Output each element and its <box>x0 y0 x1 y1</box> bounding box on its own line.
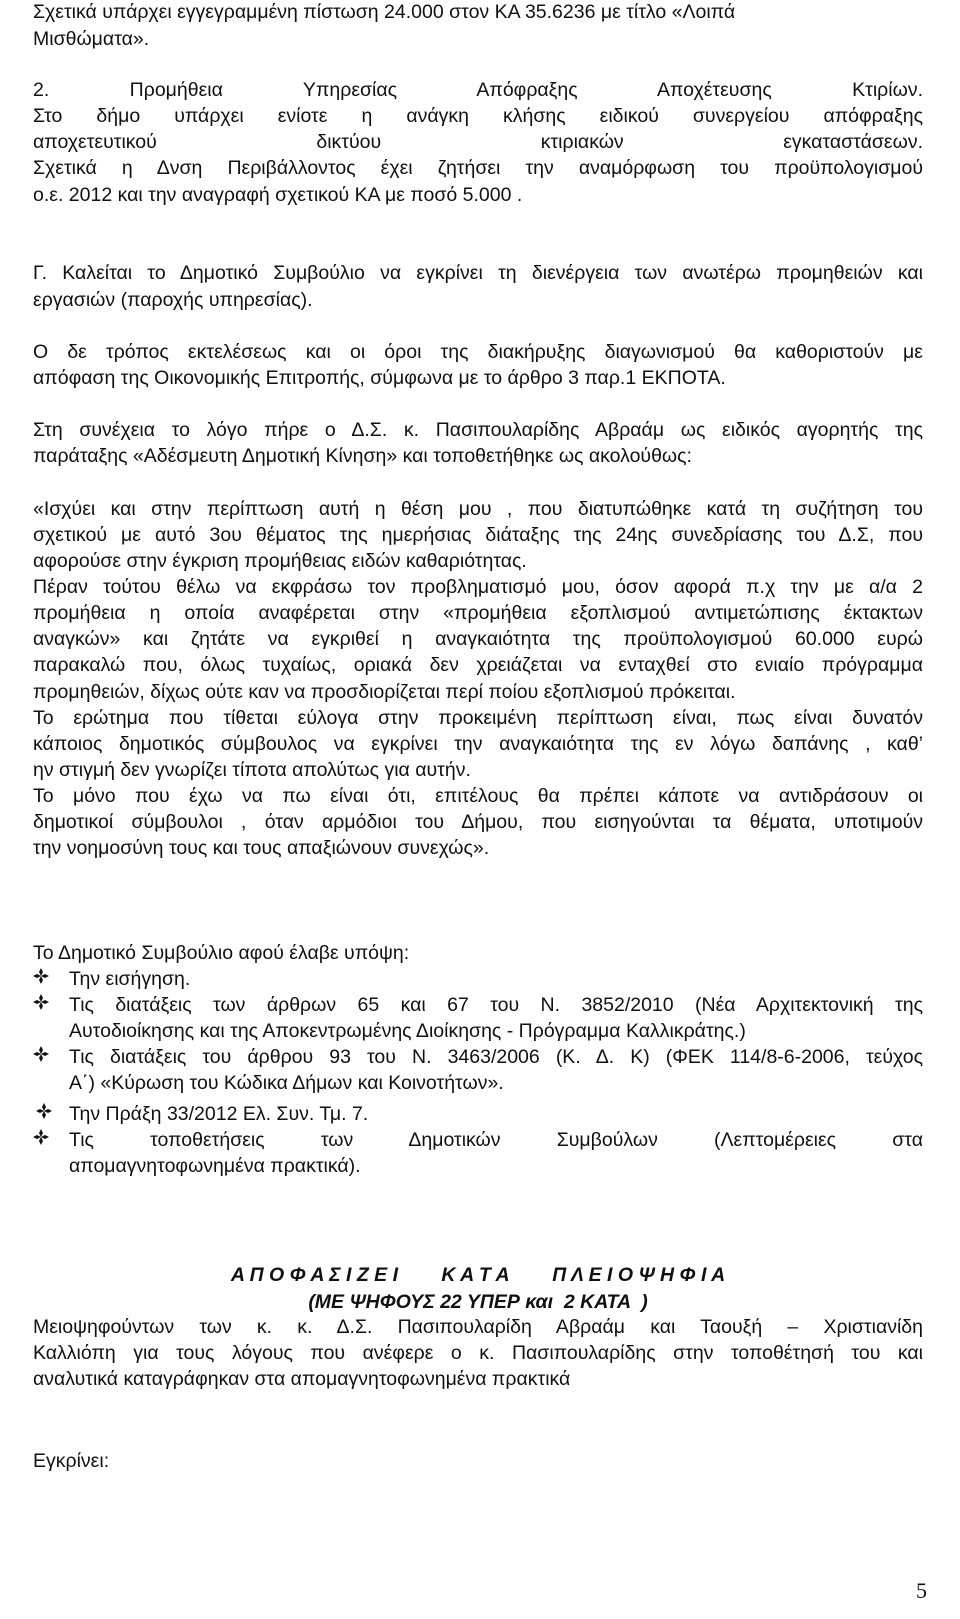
para-2-line-3: αποχετευτικού δικτύου κτιριακών εγκαταστάσεων. <box>33 131 923 153</box>
list-item <box>33 1128 923 1180</box>
vote-count: (ΜΕ ΨΗΦΟΥΣ 22 ΥΠΕΡ και 2 ΚΑΤΑ ) <box>308 1291 648 1313</box>
quote-line-13: δημοτικοί σύμβουλοι , όταν αρμόδιοι του Δήμου, που εισηγούνται τα θέματα, υποτιμούν <box>33 811 923 833</box>
minority-line-3: αναλυτικά καταγράφηκαν στα απομαγνητοφωνημένα πρακτικά <box>33 1368 571 1390</box>
diamond-bullet-icon <box>33 968 49 984</box>
list-item <box>33 967 923 993</box>
para-3-line-1: Γ. Καλείται το Δημοτικό Συμβούλιο να εγκρίνει τη διενέργεια των ανωτέρω προμηθειών και <box>33 262 923 284</box>
quote-line-6: αναγκών» και ζητάτε να εγκριθεί η αναγκαιότητα της προϋπολογισμού 60.000 ευρώ <box>33 628 923 650</box>
list-item <box>33 993 923 1045</box>
quote-line-5: προμήθεια η οποία αναφέρεται στην «προμήθεια εξοπλισμού αντιμετώπισης έκτακτων <box>33 602 923 624</box>
quote-line-10: κάποιος δημοτικός σύμβουλος να εγκρίνει την αναγκαιότητα της εν λόγω δαπάνης , καθ’ <box>33 733 923 755</box>
list-item-text-cont: Α΄) «Κύρωση του Κώδικα Δήμων και Κοινοτήτων». <box>69 1072 504 1094</box>
para-1-line-1: Σχετικά υπάρχει εγγεγραμμένη πίστωση 24.000 στον ΚΑ 35.6236 με τίτλο «Λοιπά <box>33 1 736 23</box>
quote-line-8: προμηθειών, δίχως ούτε καν να προσδιορίζεται περί ποίου εξοπλισμού πρόκειται. <box>33 681 736 703</box>
para-2-line-2: Στο δήμο υπάρχει ενίοτε η ανάγκη κλήσης ειδικού συνεργείου απόφραξης <box>33 105 923 127</box>
para-2-line-5: ο.ε. 2012 και την αναγραφή σχετικού ΚΑ με ποσό 5.000 . <box>33 184 523 206</box>
para-4-line-1: Ο δε τρόπος εκτελέσεως και οι όροι της διακήρυξης διαγωνισμού θα καθοριστούν με <box>33 341 923 363</box>
list-item <box>33 1045 923 1097</box>
decision-heading: Α Π Ο Φ Α Σ Ι Ζ Ε Ι Κ Α Τ Α Π Λ Ε Ι Ο Ψ Η Φ Ι Α <box>230 1264 726 1286</box>
page-number: 5 <box>916 1578 927 1603</box>
quote-line-2: σχετικού με αυτό 3ου θέματος της ημερήσιας διάταξης της 24ης συνεδρίασης του Δ.Σ, που <box>33 524 923 546</box>
diamond-bullet-icon <box>36 1103 52 1119</box>
quote-line-7: παρακαλώ που, όλως τυχαίως, οριακά δεν χρειάζεται να ενταχθεί στο ενιαίο πρόγραμμα <box>33 654 923 676</box>
diamond-bullet-icon <box>33 1129 49 1145</box>
minority-line-2: Καλλιόπη για τους λόγους που ανέφερε ο κ. Πασιπουλαρίδης στην τοποθέτησή του και <box>33 1342 923 1364</box>
diamond-bullet-icon <box>33 1046 49 1062</box>
list-item-text: Τις διατάξεις του άρθρου 93 του Ν. 3463/2006 (Κ. Δ. Κ) (ΦΕΚ 114/8-6-2006, τεύχος <box>69 1046 923 1068</box>
list-item-text: Τις διατάξεις των άρθρων 65 και 67 του Ν. 3852/2010 (Νέα Αρχιτεκτονική της <box>69 994 923 1016</box>
quote-line-1: «Ισχύει και στην περίπτωση αυτή η θέση μου , που διατυπώθηκε κατά τη συζήτηση του <box>33 498 923 520</box>
minority-line-1: Μειοψηφούντων των κ. κ. Δ.Σ. Πασιπουλαρίδη Αβραάμ και Ταουξή – Χριστιανίδη <box>33 1316 923 1338</box>
list-item-text-cont: απομαγνητοφωνημένα πρακτικά). <box>69 1155 361 1177</box>
list-item-text-cont: Αυτοδιοίκησης και της Αποκεντρωμένης Διοίκησης - Πρόγραμμα Καλλικράτης.) <box>69 1020 746 1042</box>
para-2-line-4: Σχετικά η Δνση Περιβάλλοντος έχει ζητήσει την αναμόρφωση του προϋπολογισμού <box>33 157 923 179</box>
list-item <box>33 1102 923 1128</box>
approves-label: Εγκρίνει: <box>33 1450 110 1472</box>
quote-line-4: Πέραν τούτου θέλω να εκφράσω τον προβληματισμό μου, όσον αφορά π.χ την με α/α 2 <box>33 576 923 598</box>
quote-line-9: Το ερώτημα που τίθεται εύλογα στην προκειμένη περίπτωση είναι, πως είναι δυνατόν <box>33 707 923 729</box>
council-intro: Το Δημοτικό Συμβούλιο αφού έλαβε υπόψη: <box>33 942 410 964</box>
para-5-line-2: παράταξης «Αδέσμευτη Δημοτική Κίνηση» και τοποθετήθηκε ως ακολούθως: <box>33 445 692 467</box>
quote-line-11: ην στιγμή δεν γνωρίζει τίποτα απολύτως για αυτήν. <box>33 759 471 781</box>
para-5-line-1: Στη συνέχεια το λόγο πήρε ο Δ.Σ. κ. Πασιπουλαρίδης Αβραάμ ως ειδικός αγορητής της <box>33 419 923 441</box>
para-1-line-2: Μισθώματα». <box>33 28 150 50</box>
quote-line-12: Το μόνο που έχω να πω είναι ότι, επιτέλους θα πρέπει κάποτε να αντιδράσουν οι <box>33 785 923 807</box>
list-item-text: Την εισήγηση. <box>69 968 191 990</box>
list-item-text: Την Πράξη 33/2012 Ελ. Συν. Τμ. 7. <box>69 1103 369 1125</box>
quote-line-14: την νοημοσύνη τους και τους απαξιώνουν συνεχώς». <box>33 837 490 859</box>
para-3-line-2: εργασιών (παροχής υπηρεσίας). <box>33 289 313 311</box>
diamond-bullet-icon <box>33 994 49 1010</box>
quote-line-3: αφορούσε στην έγκριση προμήθειας ειδών καθαριότητας. <box>33 550 527 572</box>
list-item-text: Τις τοποθετήσεις των Δημοτικών Συμβούλων (Λεπτομέρειες στα <box>69 1129 923 1151</box>
para-4-line-2: απόφαση της Οικονομικής Επιτροπής, σύμφωνα με το άρθρο 3 παρ.1 ΕΚΠΟΤΑ. <box>33 367 726 389</box>
para-2-line-1: 2. Προμήθεια Υπηρεσίας Απόφραξης Αποχέτευσης Κτιρίων. <box>33 79 923 101</box>
